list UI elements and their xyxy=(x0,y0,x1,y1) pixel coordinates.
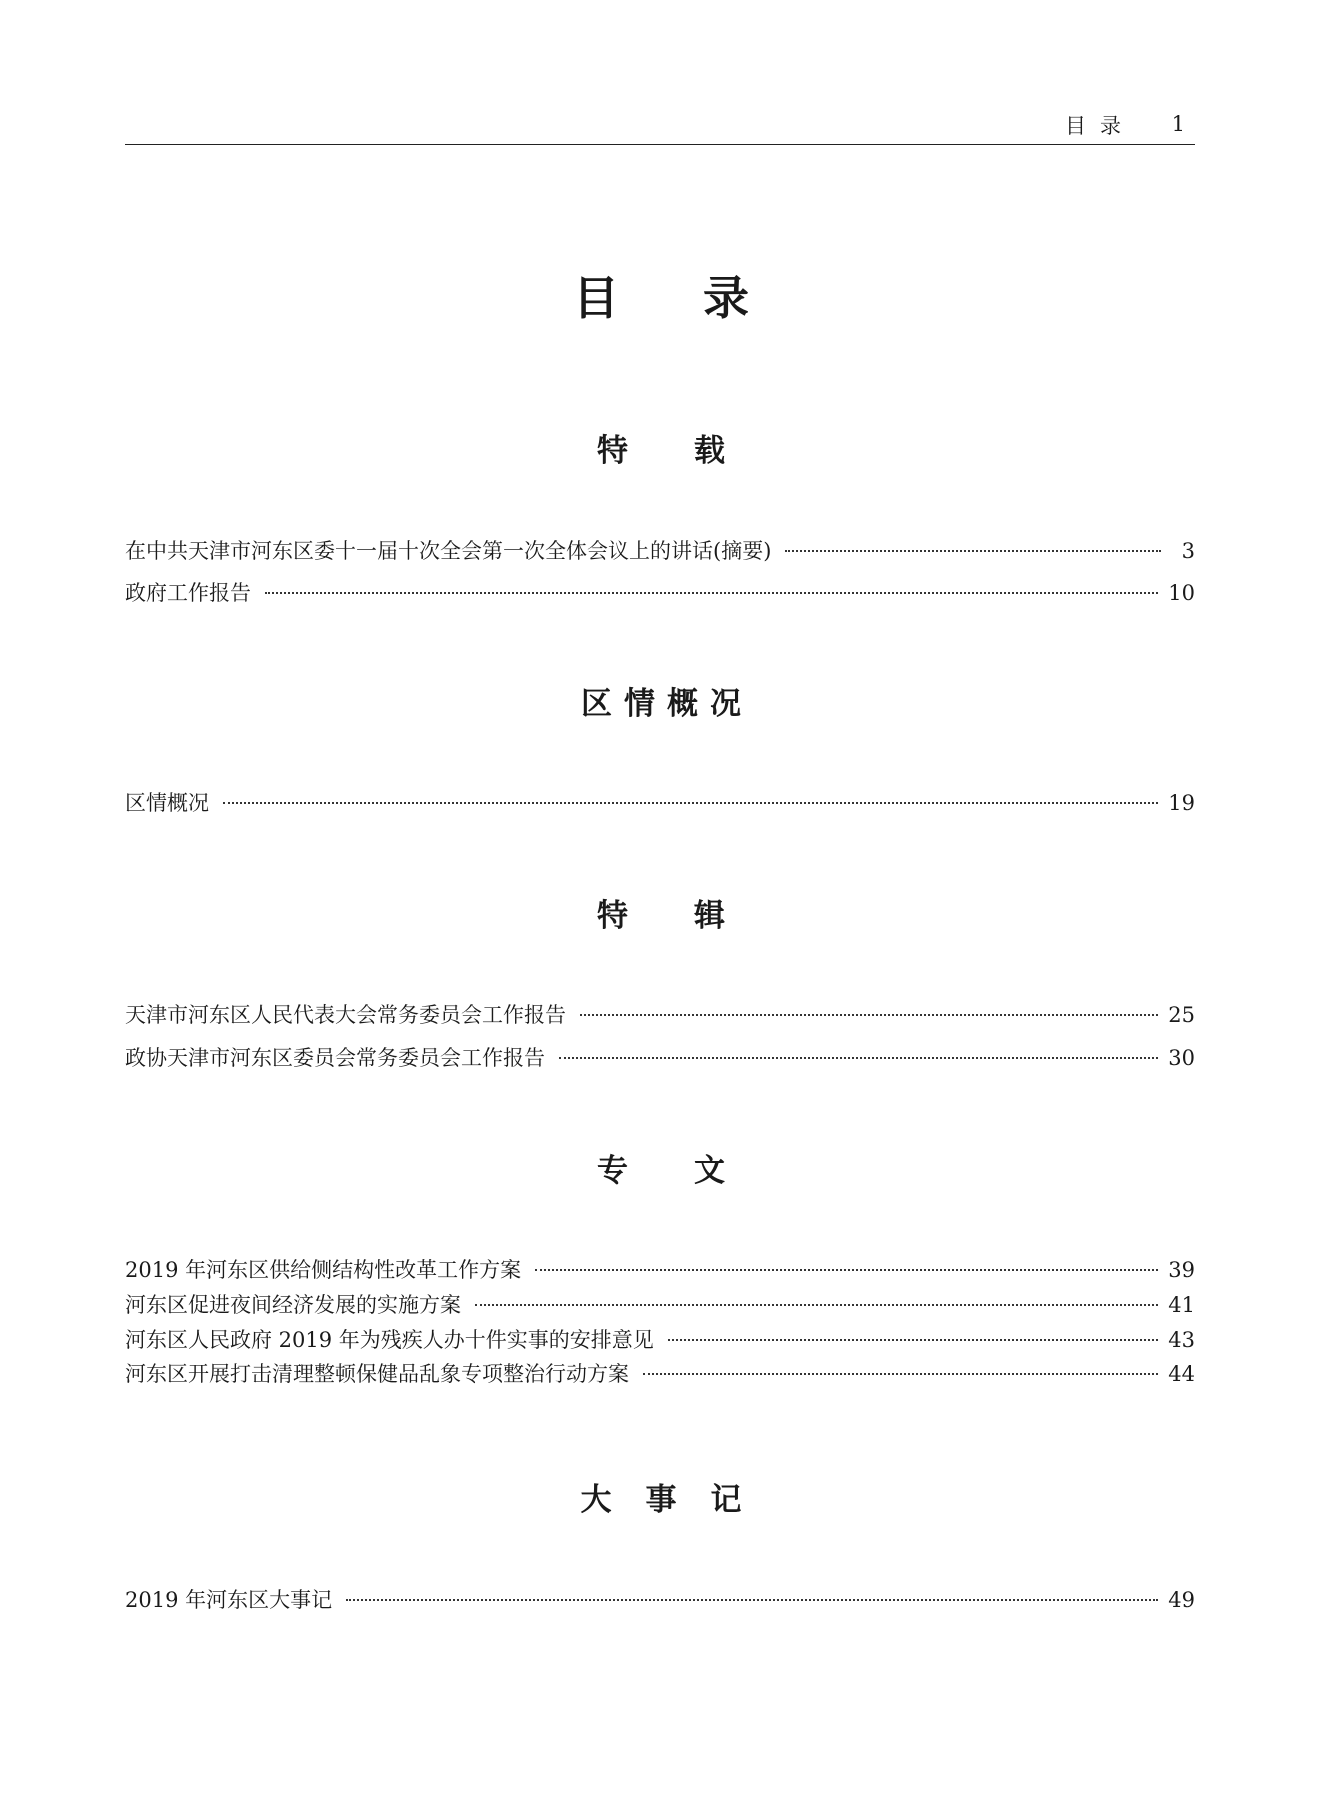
toc-entry-title: 2019 年河东区供给侧结构性改革工作方案 xyxy=(125,1258,522,1282)
toc-entry[interactable] xyxy=(125,1255,1195,1285)
toc-entry[interactable] xyxy=(125,1000,1195,1030)
toc-entry-title: 区情概况 xyxy=(125,791,209,815)
toc-entry-page: 30 xyxy=(1168,1046,1195,1070)
toc-entry[interactable] xyxy=(125,578,1195,608)
toc-entry[interactable] xyxy=(125,1290,1195,1320)
dot-leader xyxy=(580,1014,1158,1016)
toc-entry-title: 2019 年河东区大事记 xyxy=(125,1588,333,1612)
section-heading-teji: 特辑 xyxy=(597,898,791,934)
dot-leader xyxy=(346,1599,1158,1601)
dot-leader xyxy=(785,550,1161,552)
running-header-title: 目录 xyxy=(1065,114,1135,138)
toc-entry-title: 政府工作报告 xyxy=(125,581,251,605)
section-heading-zhuanwen: 专文 xyxy=(597,1153,791,1189)
dot-leader xyxy=(475,1304,1158,1306)
toc-entry-page: 19 xyxy=(1168,791,1195,815)
toc-entry-page: 3 xyxy=(1181,539,1195,563)
section-heading-dashiji: 大事记 xyxy=(580,1482,776,1518)
toc-entry-title: 天津市河东区人民代表大会常务委员会工作报告 xyxy=(125,1003,566,1027)
page-title: 目录 xyxy=(573,271,833,325)
toc-entry-page: 44 xyxy=(1168,1362,1195,1386)
dot-leader xyxy=(535,1269,1158,1271)
dot-leader xyxy=(223,802,1158,804)
running-header xyxy=(125,100,1195,145)
toc-entry[interactable] xyxy=(125,536,1195,566)
toc-entry-title: 政协天津市河东区委员会常务委员会工作报告 xyxy=(125,1046,545,1070)
toc-entry-title: 河东区人民政府 2019 年为残疾人办十件实事的安排意见 xyxy=(125,1328,654,1352)
toc-entry-title: 河东区促进夜间经济发展的实施方案 xyxy=(125,1293,461,1317)
dot-leader xyxy=(668,1339,1158,1341)
toc-entry-title: 在中共天津市河东区委十一届十次全会第一次全体会议上的讲话(摘要) xyxy=(125,539,772,563)
toc-entry-title: 河东区开展打击清理整顿保健品乱象专项整治行动方案 xyxy=(125,1362,629,1386)
section-heading-quqing-gaikuang: 区情概况 xyxy=(581,686,753,722)
toc-entry-page: 43 xyxy=(1168,1328,1195,1352)
toc-entry-page: 49 xyxy=(1168,1588,1195,1612)
toc-entry[interactable] xyxy=(125,1359,1195,1389)
toc-entry[interactable] xyxy=(125,1043,1195,1073)
toc-entry[interactable] xyxy=(125,1325,1195,1355)
toc-entry-page: 41 xyxy=(1168,1293,1195,1317)
dot-leader xyxy=(559,1057,1158,1059)
toc-entry-page: 39 xyxy=(1168,1258,1195,1282)
dot-leader xyxy=(643,1373,1158,1375)
toc-entry-page: 10 xyxy=(1168,581,1195,605)
dot-leader xyxy=(265,592,1158,594)
section-heading-tezai: 特载 xyxy=(597,433,791,469)
running-header-page-number: 1 xyxy=(1171,112,1185,136)
toc-entry[interactable] xyxy=(125,788,1195,818)
toc-entry-page: 25 xyxy=(1168,1003,1195,1027)
toc-entry[interactable] xyxy=(125,1585,1195,1615)
